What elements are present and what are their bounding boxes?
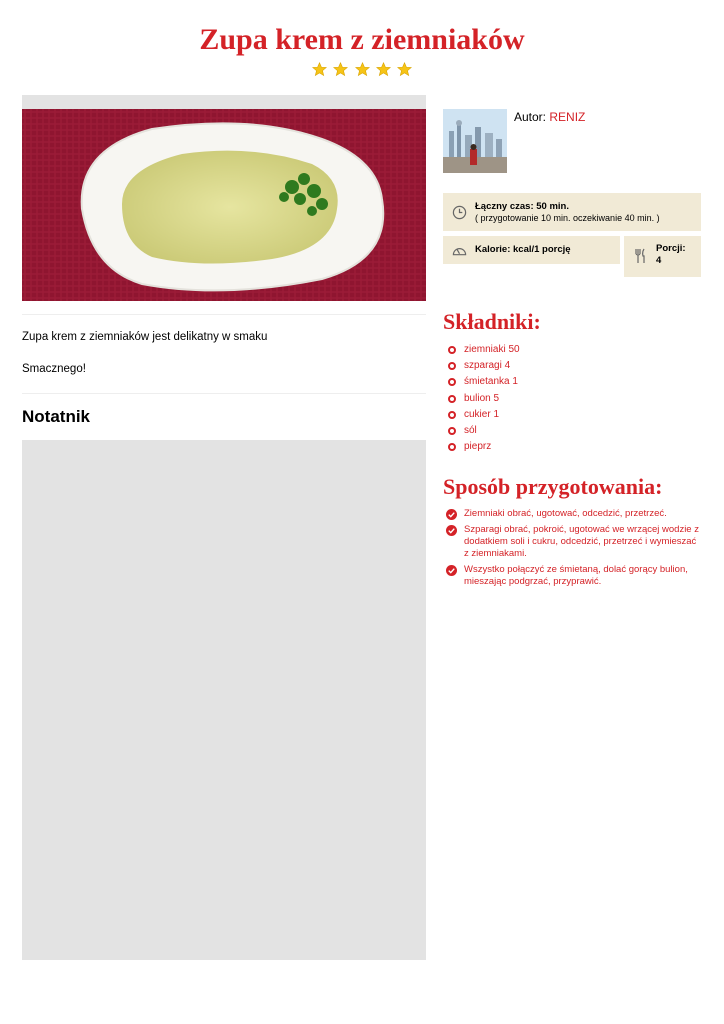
servings-box [624, 236, 701, 277]
check-circle-icon [446, 509, 457, 520]
method-step [446, 524, 702, 560]
method-step-text: Szparagi obrać, pokroić, ugotować we wrzącej wodzie z dodatkiem soli i cukru, odcedzić, przetrzeć i wymieszać z ziemniakami. [464, 524, 699, 559]
ingredient-item [446, 407, 696, 423]
notes-area[interactable] [22, 440, 426, 960]
ingredients-title: Składniki: [443, 309, 541, 334]
total-time: Łączny czas: 50 min. [475, 201, 569, 212]
description-block [22, 316, 426, 394]
gauge-icon [452, 243, 467, 257]
author-avatar [443, 109, 507, 173]
ring-bullet-icon [448, 346, 456, 354]
closing-text: Smacznego! [22, 363, 86, 375]
image-bottom-frame [22, 301, 426, 315]
method-title: Sposób przygotowania: [443, 474, 663, 499]
ingredient-text: bulion 5 [464, 392, 500, 404]
ingredient-text: sól [464, 424, 477, 436]
recipe-description: Zupa krem z ziemniaków jest delikatny w smaku [22, 331, 268, 343]
ingredient-item [446, 391, 696, 407]
total-time-box [443, 193, 701, 231]
calories-text: Kalorie: kcal/1 porcję [475, 244, 571, 255]
ring-bullet-icon [448, 443, 456, 451]
ingredient-item [446, 374, 696, 390]
method-steps [446, 508, 702, 592]
ingredient-text: szparagi 4 [464, 360, 511, 372]
notes-title: Notatnik [22, 407, 90, 426]
check-circle-icon [446, 525, 457, 536]
ring-bullet-icon [448, 395, 456, 403]
method-step [446, 564, 702, 588]
servings-label: Porcji: [656, 243, 686, 254]
ingredients-list [446, 342, 696, 455]
method-step-text: Wszystko połączyć ze śmietaną, dolać gorący bulion, mieszając podgrzać, przyprawić. [464, 564, 688, 587]
check-circle-icon [446, 565, 457, 576]
soup-photo [22, 109, 426, 301]
method-step-text: Ziemniaki obrać, ugotować, odcedzić, przetrzeć. [464, 508, 667, 519]
ingredient-item [446, 423, 696, 439]
ingredient-text: pieprz [464, 441, 492, 453]
ingredient-item [446, 358, 696, 374]
ingredient-item [446, 439, 696, 455]
cutlery-icon [634, 248, 646, 264]
ingredient-text: śmietanka 1 [464, 376, 518, 388]
star-icon [397, 62, 412, 77]
rating-stars [0, 62, 724, 82]
time-detail: ( przygotowanie 10 min. oczekiwanie 40 min. ) [475, 213, 660, 223]
author-label: Autor: [514, 110, 550, 124]
calories-box [443, 236, 620, 264]
servings-value: 4 [656, 255, 662, 266]
star-icon [355, 62, 370, 77]
ingredient-text: ziemniaki 50 [464, 344, 520, 355]
star-icon [312, 62, 327, 77]
recipe-title: Zupa krem z ziemniaków [199, 23, 525, 56]
ring-bullet-icon [448, 378, 456, 386]
method-step [446, 508, 702, 520]
star-icon [376, 62, 391, 77]
star-icon [333, 62, 348, 77]
clock-icon [452, 205, 467, 220]
author-name-link[interactable]: RENIZ [549, 110, 586, 124]
ring-bullet-icon [448, 427, 456, 435]
ingredient-text: cukier 1 [464, 408, 500, 420]
author-line [514, 110, 585, 124]
image-top-bar [22, 95, 426, 109]
ring-bullet-icon [448, 362, 456, 370]
ingredient-item [446, 342, 696, 358]
ring-bullet-icon [448, 411, 456, 419]
